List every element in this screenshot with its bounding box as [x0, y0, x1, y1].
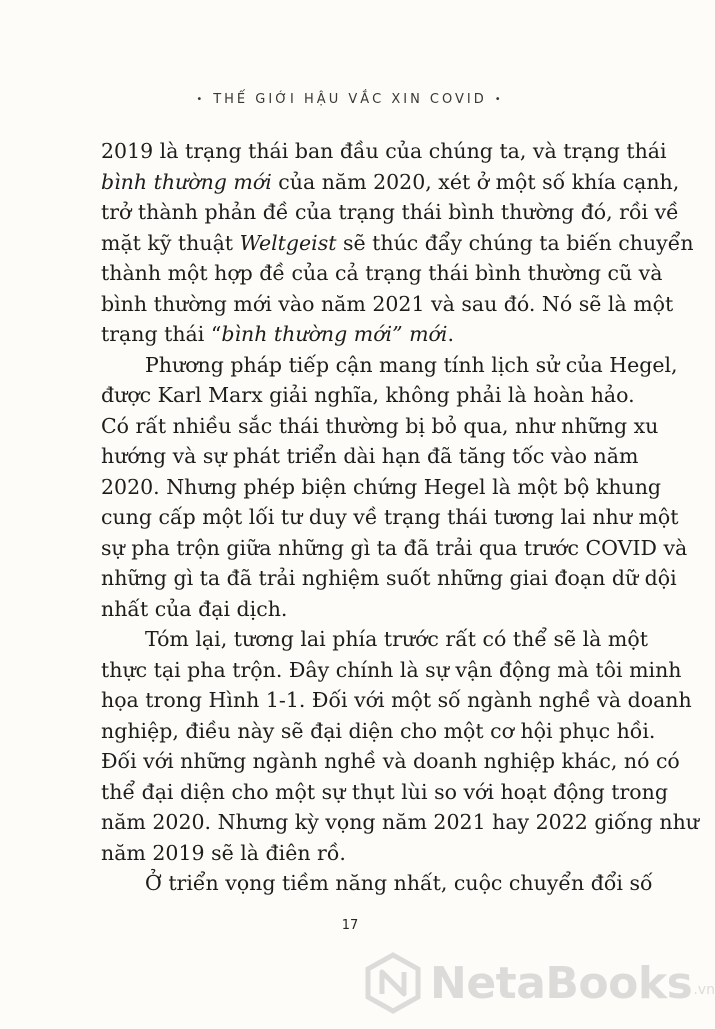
text-run: Đối với những ngành nghề và doanh nghiệp khác, nó có — [101, 749, 680, 773]
italic-run: bình thường mới” mới — [221, 322, 448, 346]
page-number: 17 — [341, 918, 359, 933]
text-line — [101, 716, 656, 747]
header-bullet-left: • — [196, 94, 206, 105]
text-line — [101, 197, 679, 228]
text-line — [101, 411, 659, 442]
text-run: Có rất nhiều sắc thái thường bị bỏ qua, như những xu — [101, 413, 659, 438]
text-run: trở thành phản đề của trạng thái bình thường đó, rồi về — [101, 200, 679, 224]
text-run: Tóm lại, tương lai phía trước rất có thể sẽ là một — [145, 627, 648, 651]
text-run: cung cấp một lối tư duy về trạng thái tương lai như một — [101, 505, 679, 529]
text-run: trạng thái “ — [101, 322, 222, 346]
text-run: năm 2020. Nhưng kỳ vọng năm 2021 hay 2022 giống như — [101, 810, 700, 834]
text-run: Phương pháp tiếp cận mang tính lịch sử của Hegel, — [145, 352, 678, 377]
text-line — [101, 685, 692, 716]
text-line — [101, 807, 700, 838]
text-line — [101, 380, 635, 411]
paragraph — [101, 136, 694, 350]
text-run: Ở triển vọng tiềm năng nhất, cuộc chuyển đổi số — [145, 871, 653, 895]
text-run: được Karl Marx giải nghĩa, không phải là hoàn hảo. — [101, 383, 635, 407]
paragraph — [101, 624, 700, 868]
text-line — [101, 655, 682, 686]
netabooks-logo-icon — [362, 952, 424, 1014]
italic-run: bình thường mới — [101, 169, 272, 194]
text-run: của năm 2020, xét ở một số khía cạnh, — [271, 169, 680, 194]
paragraph — [101, 868, 653, 899]
text-line — [101, 838, 598, 869]
text-run: thể đại diện cho một sự thụt lùi so với hoạt động trong — [101, 779, 668, 804]
text-line — [101, 441, 639, 472]
text-line — [101, 563, 677, 594]
text-run: hướng và sự phát triển dài hạn đã tăng tốc vào năm — [101, 444, 639, 468]
text-line — [101, 350, 678, 381]
italic-run: Weltgeist — [239, 230, 337, 255]
text-run: 2020. Nhưng phép biện chứng Hegel là một bộ khung — [101, 474, 662, 499]
text-run: bình thường mới vào năm 2021 và sau đó. Nó sẽ là một — [101, 291, 674, 316]
text-line — [101, 746, 680, 777]
text-run: sự pha trộn giữa những gì ta đã trải qua trước COVID và — [101, 535, 688, 560]
text-line — [101, 533, 688, 564]
text-line — [101, 167, 680, 198]
paragraph — [101, 350, 688, 625]
text-line — [101, 289, 674, 320]
text-line — [101, 502, 679, 533]
text-run: họa trong Hình 1-1. Đối với một số ngành nghề và doanh — [101, 688, 692, 712]
text-line — [101, 472, 662, 503]
text-line — [101, 228, 694, 259]
body-text — [101, 136, 700, 899]
running-header — [0, 92, 700, 107]
text-run: thành một hợp đề của cả trạng thái bình thường cũ và — [101, 261, 663, 285]
text-run: năm 2019 sẽ là điên rồ. — [101, 840, 346, 865]
watermark-text: NetaBooks — [430, 957, 693, 1009]
header-bullet-right: • — [494, 94, 504, 105]
text-run: nhất của đại dịch. — [101, 596, 288, 621]
text-line — [101, 319, 598, 350]
text-line — [101, 594, 598, 625]
text-line — [101, 624, 648, 655]
text-run: những gì ta đã trải nghiệm suốt những giai đoạn dữ dội — [101, 566, 677, 590]
watermark — [362, 948, 715, 1018]
text-line — [101, 777, 668, 808]
text-line — [101, 258, 663, 289]
text-line — [101, 136, 667, 167]
text-run: sẽ thúc đẩy chúng ta biến chuyển — [336, 230, 694, 255]
text-run: 2019 là trạng thái ban đầu của chúng ta, và trạng thái — [101, 139, 667, 163]
text-run: . — [447, 322, 454, 346]
text-run: nghiệp, điều này sẽ đại diện cho một cơ hội phục hồi. — [101, 718, 656, 743]
text-line — [101, 868, 653, 899]
watermark-suffix: .vn — [693, 982, 715, 998]
header-title: THẾ GIỚI HẬU VẮC XIN COVID — [213, 92, 487, 107]
text-run: thực tại pha trộn. Đây chính là sự vận động mà tôi minh — [101, 657, 682, 682]
text-run: mặt kỹ thuật — [101, 230, 240, 255]
